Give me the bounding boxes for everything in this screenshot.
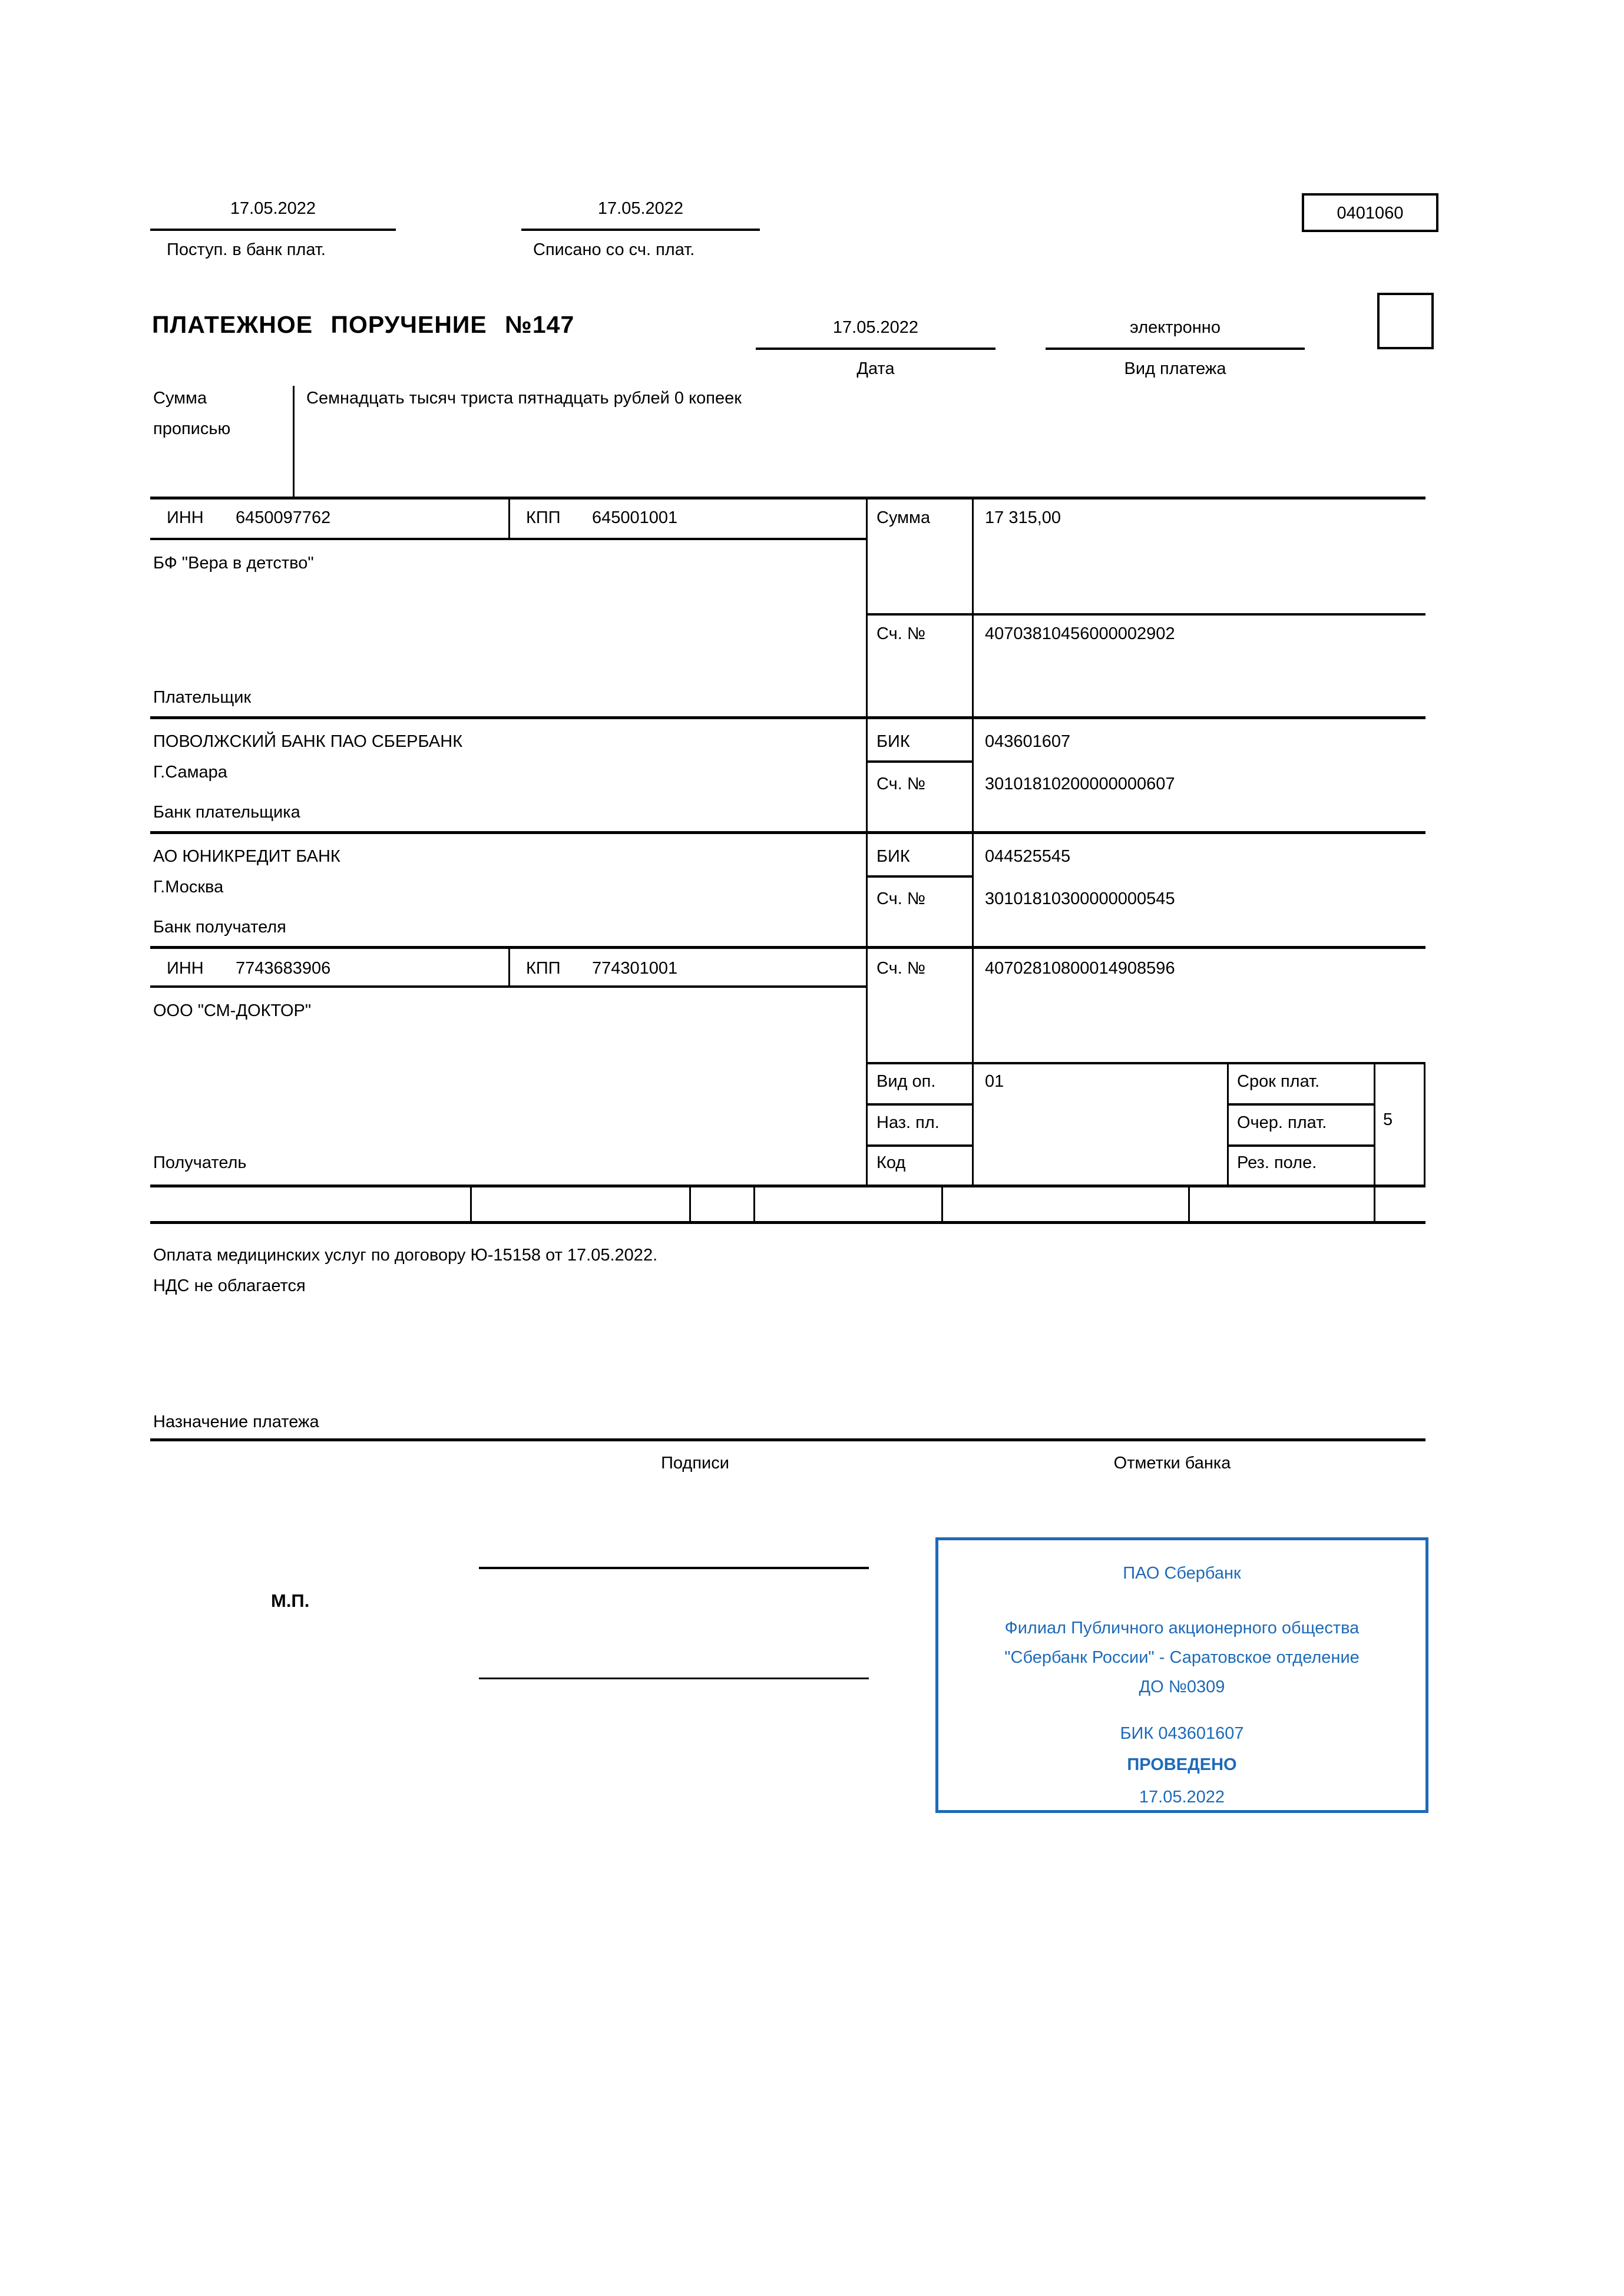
priority-label: Очер. плат. — [1237, 1113, 1327, 1132]
purpose-line1: Оплата медицинских услуг по договору Ю-15158 от 17.05.2022. — [153, 1246, 658, 1265]
table-line — [1374, 1062, 1375, 1186]
signatures-label: Подписи — [661, 1454, 729, 1473]
bank-marks-label: Отметки банка — [1113, 1454, 1231, 1473]
payer-kpp-value: 645001001 — [592, 508, 678, 527]
payee-bank-city: Г.Москва — [153, 878, 224, 896]
priority-value: 5 — [1383, 1110, 1393, 1129]
table-line — [866, 760, 974, 763]
table-line — [866, 1103, 974, 1106]
table-line — [866, 1144, 974, 1147]
payer-bank-city: Г.Самара — [153, 763, 227, 782]
table-line — [150, 1185, 1425, 1187]
signature-line-1 — [479, 1567, 869, 1569]
table-line — [150, 831, 1425, 834]
payer-name: БФ "Вера в детство" — [153, 554, 314, 573]
payee-name: ООО "СМ-ДОКТОР" — [153, 1001, 312, 1020]
payer-bank-label: Банк плательщика — [153, 803, 300, 822]
page-title: ПЛАТЕЖНОЕ ПОРУЧЕНИЕ №147 — [152, 311, 575, 338]
op-kind-value: 01 — [985, 1072, 1004, 1091]
table-line — [972, 497, 974, 1186]
payer-inn-value: 6450097762 — [236, 508, 331, 527]
payer-bank-account-value: 30101810200000000607 — [985, 775, 1175, 793]
signature-line-2 — [479, 1678, 869, 1679]
payer-label: Плательщик — [153, 688, 252, 707]
table-line — [866, 613, 1425, 616]
table-line — [508, 946, 510, 987]
form-code-value: 0401060 — [1337, 204, 1404, 223]
table-line — [1424, 1062, 1425, 1186]
doc-date-label: Дата — [856, 359, 895, 378]
purpose-label: Назначение платежа — [153, 1412, 319, 1431]
amount-value: 17 315,00 — [985, 508, 1061, 527]
payee-inn-value: 7743683906 — [236, 959, 331, 978]
reserve-field-label: Рез. поле. — [1237, 1153, 1317, 1172]
table-line — [150, 985, 866, 988]
payer-inn-label: ИНН — [167, 508, 204, 527]
table-line — [150, 946, 1425, 949]
received-date-value: 17.05.2022 — [230, 199, 316, 218]
purpose-underline — [150, 1438, 1425, 1441]
table-line — [866, 497, 868, 1186]
payer-bank-account-label: Сч. № — [877, 775, 925, 793]
amount-words-divider — [293, 386, 295, 497]
payment-kind-label: Вид платежа — [1124, 359, 1226, 378]
payer-account-value: 40703810456000002902 — [985, 624, 1175, 643]
payer-bank-bik-value: 043601607 — [985, 732, 1071, 751]
payment-kind-line — [1046, 348, 1305, 350]
stamp-branch-line1: Филиал Публичного акционерного общества — [1004, 1619, 1360, 1637]
payee-bank-name: АО ЮНИКРЕДИТ БАНК — [153, 847, 340, 866]
payee-bank-account-value: 30101810300000000545 — [985, 889, 1175, 908]
table-line — [866, 875, 974, 878]
table-line — [1188, 1185, 1190, 1222]
table-line — [1227, 1062, 1229, 1186]
received-date-line — [150, 229, 396, 231]
received-date-label: Поступ. в банк плат. — [167, 240, 326, 259]
payer-kpp-label: КПП — [526, 508, 561, 527]
payee-label: Получатель — [153, 1153, 247, 1172]
code-label: Код — [877, 1153, 906, 1172]
form-code-box — [1302, 193, 1438, 232]
amount-words-label-line2: прописью — [153, 419, 231, 438]
op-kind-label: Вид оп. — [877, 1072, 936, 1091]
bank-stamp — [935, 1537, 1428, 1813]
purpose-kind-label: Наз. пл. — [877, 1113, 940, 1132]
stamp-bik-line: БИК 043601607 — [1120, 1724, 1244, 1743]
debited-date-value: 17.05.2022 — [597, 199, 684, 218]
table-line — [150, 716, 1425, 719]
payee-bank-label: Банк получателя — [153, 918, 286, 937]
amount-words-value: Семнадцать тысяч триста пятнадцать рублей 0 копеек — [306, 389, 742, 408]
table-line — [1227, 1103, 1375, 1106]
stamp-branch-line2: "Сбербанк России" - Саратовское отделение — [1004, 1648, 1360, 1667]
pay-term-label: Срок плат. — [1237, 1072, 1320, 1091]
payer-bank-bik-label: БИК — [877, 732, 910, 751]
table-line — [150, 538, 866, 540]
debited-date-line — [521, 229, 760, 231]
payer-bank-name: ПОВОЛЖСКИЙ БАНК ПАО СБЕРБАНК — [153, 732, 463, 751]
payee-bank-bik-value: 044525545 — [985, 847, 1071, 866]
payee-kpp-label: КПП — [526, 959, 561, 978]
table-line — [150, 1221, 1425, 1224]
payee-kpp-value: 774301001 — [592, 959, 678, 978]
payee-bank-bik-label: БИК — [877, 847, 910, 866]
stamp-date: 17.05.2022 — [1139, 1788, 1225, 1807]
table-line — [470, 1185, 472, 1222]
stamp-place-label: М.П. — [271, 1590, 310, 1611]
payee-account-label: Сч. № — [877, 959, 925, 978]
payer-account-label: Сч. № — [877, 624, 925, 643]
doc-date-value: 17.05.2022 — [832, 318, 919, 337]
debited-date-label: Списано со сч. плат. — [533, 240, 695, 259]
stamp-branch-line3: ДО №0309 — [1139, 1678, 1225, 1696]
payee-inn-label: ИНН — [167, 959, 204, 978]
stamp-bank-name: ПАО Сбербанк — [1123, 1564, 1241, 1583]
status-checkbox — [1377, 293, 1434, 349]
purpose-line2: НДС не облагается — [153, 1276, 306, 1295]
payee-bank-account-label: Сч. № — [877, 889, 925, 908]
table-line — [508, 497, 510, 538]
amount-label: Сумма — [877, 508, 931, 527]
table-line — [689, 1185, 691, 1222]
payee-account-value: 40702810800014908596 — [985, 959, 1175, 978]
doc-date-line — [756, 348, 995, 350]
amount-words-label-line1: Сумма — [153, 389, 207, 408]
payment-kind-value: электронно — [1130, 318, 1221, 337]
table-line — [753, 1185, 755, 1222]
table-line — [866, 1062, 1425, 1064]
stamp-status: ПРОВЕДЕНО — [1127, 1755, 1237, 1774]
table-line — [1374, 1185, 1375, 1222]
table-line — [941, 1185, 943, 1222]
table-line — [150, 497, 1425, 499]
table-line — [1227, 1144, 1375, 1147]
